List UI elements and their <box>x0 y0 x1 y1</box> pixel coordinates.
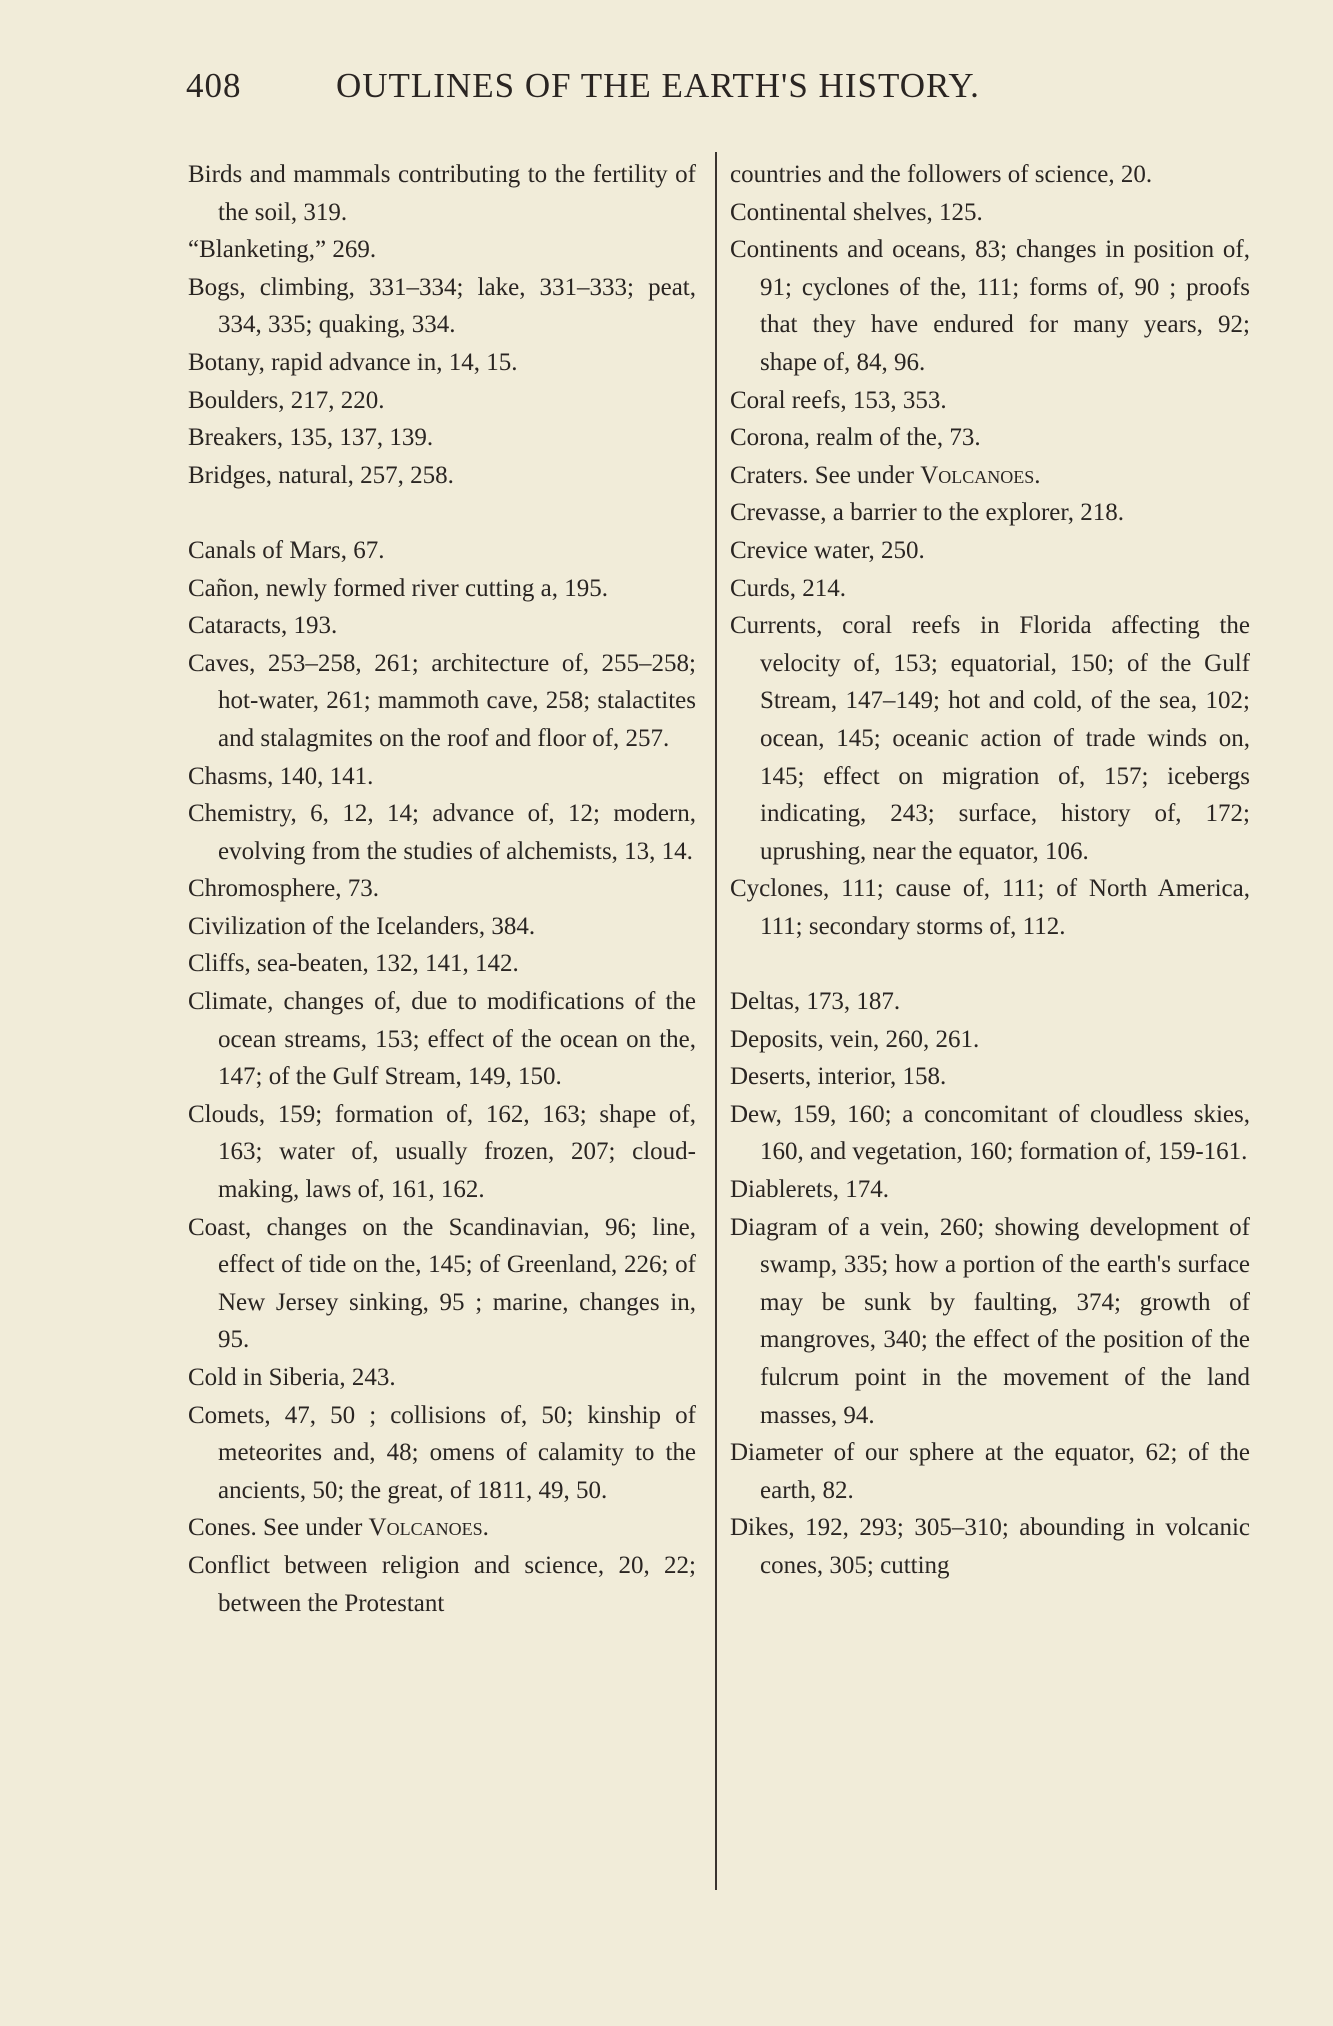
index-entry <box>730 570 1250 608</box>
entry-text: Diameter of our sphere at the equator, 62; of the earth, 82. <box>730 1439 1250 1504</box>
entry-text: Crevice water, 250. <box>730 536 925 564</box>
entry-text: Chemistry, 6, 12, 14; advance of, 12; modern, evolving from the studies of alchemists, 13, 14. <box>188 800 696 865</box>
index-entry <box>730 983 1250 1021</box>
index-entry <box>730 231 1250 381</box>
index-entry <box>730 1509 1250 1584</box>
index-entry <box>188 1509 696 1547</box>
index-entry <box>188 645 696 758</box>
index-entry <box>730 532 1250 570</box>
entry-text: Curds, 214. <box>730 574 846 602</box>
entry-text: Clouds, 159; formation of, 162, 163; shape of, 163; water of, usually frozen, 207; cloud-making, laws of, 161, 162. <box>188 1100 696 1204</box>
entry-text: Cataracts, 193. <box>188 612 338 640</box>
entry-text: Conflict between religion and science, 20, 22; between the Protestant <box>188 1551 696 1617</box>
entry-cross-reference: Volcanoes. <box>920 461 1041 489</box>
index-entry <box>188 269 696 344</box>
entry-text: Chasms, 140, 141. <box>188 762 374 790</box>
entry-text: Currents, coral reefs in Florida affecting the velocity of, 153; equatorial, 150; of the Gulf Stream, 147–149; hot and cold, of the sea, 102; ocean, 145; oceanic action of trade winds on, 145; effect on migration of, 157; icebergs indicating, 243; surface, history of, 172; uprushing, near the equator, 106. <box>730 612 1250 865</box>
index-entry <box>188 870 696 908</box>
entry-text: Boulders, 217, 220. <box>188 386 385 414</box>
index-entry <box>730 194 1250 232</box>
running-title: OUTLINES OF THE EARTH'S HISTORY. <box>336 66 980 105</box>
page-number: 408 <box>186 66 242 105</box>
column-divider <box>715 152 717 1890</box>
index-entry <box>730 419 1250 457</box>
index-entry <box>188 945 696 983</box>
index-entry <box>188 532 696 570</box>
index-entry <box>730 1171 1250 1209</box>
entry-text: Cones. See under <box>188 1514 369 1542</box>
index-entry <box>188 1096 696 1209</box>
entry-text: Cañon, newly formed river cutting a, 195. <box>188 574 609 602</box>
index-entry <box>188 382 696 420</box>
index-entry <box>188 457 696 495</box>
index-entry <box>730 607 1250 870</box>
entry-text: Botany, rapid advance in, 14, 15. <box>188 348 518 376</box>
index-entry <box>188 795 696 870</box>
index-entry <box>730 1434 1250 1509</box>
index-entry <box>730 382 1250 420</box>
index-column-left <box>188 156 696 1622</box>
entry-text: Bogs, climbing, 331–334; lake, 331–333; peat, 334, 335; quaking, 334. <box>188 273 696 339</box>
index-entry <box>188 1397 696 1510</box>
index-entry <box>730 870 1250 945</box>
entry-text: Dew, 159, 160; a concomitant of cloudless skies, 160, and vegetation, 160; formation of, 159-161. <box>730 1100 1250 1166</box>
index-entry <box>188 607 696 645</box>
entry-text: Birds and mammals contributing to the fertility of the soil, 319. <box>188 161 696 226</box>
entry-text: Coral reefs, 153, 353. <box>730 386 947 414</box>
index-entry <box>188 908 696 946</box>
entry-text: Diagram of a vein, 260; showing development of swamp, 335; how a portion of the earth's surface may be sunk by faulting, 374; growth of mangroves, 340; the effect of the position of the fulcrum point in the movement of the land masses, 94. <box>730 1213 1250 1429</box>
index-entry <box>730 494 1250 532</box>
entry-text: Dikes, 192, 293; 305–310; abounding in volcanic cones, 305; cutting <box>730 1514 1250 1579</box>
entry-text: Continents and oceans, 83; changes in position of, 91; cyclones of the, 111; forms of, 90 ; proofs that they have endured for many years, 92; shape of, 84, 96. <box>730 236 1250 376</box>
entry-text: Breakers, 135, 137, 139. <box>188 424 434 452</box>
entry-text: Deposits, vein, 260, 261. <box>730 1025 980 1053</box>
entry-text: Coast, changes on the Scandinavian, 96; line, effect of tide on the, 145; of Greenland, 226; of New Jersey sinking, 95 ; marine, changes in, 95. <box>188 1213 696 1354</box>
index-entry <box>188 419 696 457</box>
entry-text: Cold in Siberia, 243. <box>188 1364 396 1391</box>
index-entry <box>188 983 696 1096</box>
index-entry <box>188 1359 696 1397</box>
entry-text: Diablerets, 174. <box>730 1176 889 1204</box>
entry-text: Civilization of the Icelanders, 384. <box>188 912 536 940</box>
entry-text: Canals of Mars, 67. <box>188 536 385 564</box>
entry-text: Comets, 47, 50 ; collisions of, 50; kinship of meteorites and, 48; omens of calamity to the ancients, 50; the great, of 1811, 49, 50. <box>188 1401 696 1504</box>
entry-text: Corona, realm of the, 73. <box>730 424 981 452</box>
index-entry <box>188 1547 696 1622</box>
index-entry <box>730 1058 1250 1096</box>
entry-text: countries and the followers of science, 20. <box>730 161 1153 188</box>
index-entry <box>730 457 1250 495</box>
index-entry <box>730 1096 1250 1171</box>
index-entry <box>188 156 696 231</box>
index-entry <box>188 344 696 382</box>
entry-text: Bridges, natural, 257, 258. <box>188 461 454 489</box>
entry-text: Crevasse, a barrier to the explorer, 218. <box>730 499 1124 527</box>
entry-text: Continental shelves, 125. <box>730 198 983 226</box>
entry-text: Cyclones, 111; cause of, 111; of North America, 111; secondary storms of, 112. <box>730 875 1250 940</box>
index-entry <box>188 570 696 608</box>
entry-text: Climate, changes of, due to modifications of the ocean streams, 153; effect of the ocean on the, 147; of the Gulf Stream, 149, 150. <box>188 988 696 1091</box>
index-entry <box>188 231 696 269</box>
entry-text: “Blanketing,” 269. <box>188 236 377 264</box>
index-entry <box>188 758 696 796</box>
index-column-right <box>730 156 1250 1585</box>
entry-cross-reference: Volcanoes. <box>368 1514 489 1542</box>
entry-text: Craters. See under <box>730 461 921 489</box>
entry-text: Chromosphere, 73. <box>188 875 379 903</box>
running-header <box>186 66 1086 116</box>
index-entry <box>730 1021 1250 1059</box>
entry-text: Deserts, interior, 158. <box>730 1063 947 1091</box>
entry-text: Cliffs, sea-beaten, 132, 141, 142. <box>188 950 519 978</box>
entry-text: Deltas, 173, 187. <box>730 988 901 1016</box>
index-entry <box>730 156 1250 194</box>
index-entry <box>730 1209 1250 1435</box>
entry-text: Caves, 253–258, 261; architecture of, 255–258; hot-water, 261; mammoth cave, 258; stalactites and stalagmites on the roof and floor of, 257. <box>188 649 696 752</box>
index-entry <box>188 1209 696 1359</box>
